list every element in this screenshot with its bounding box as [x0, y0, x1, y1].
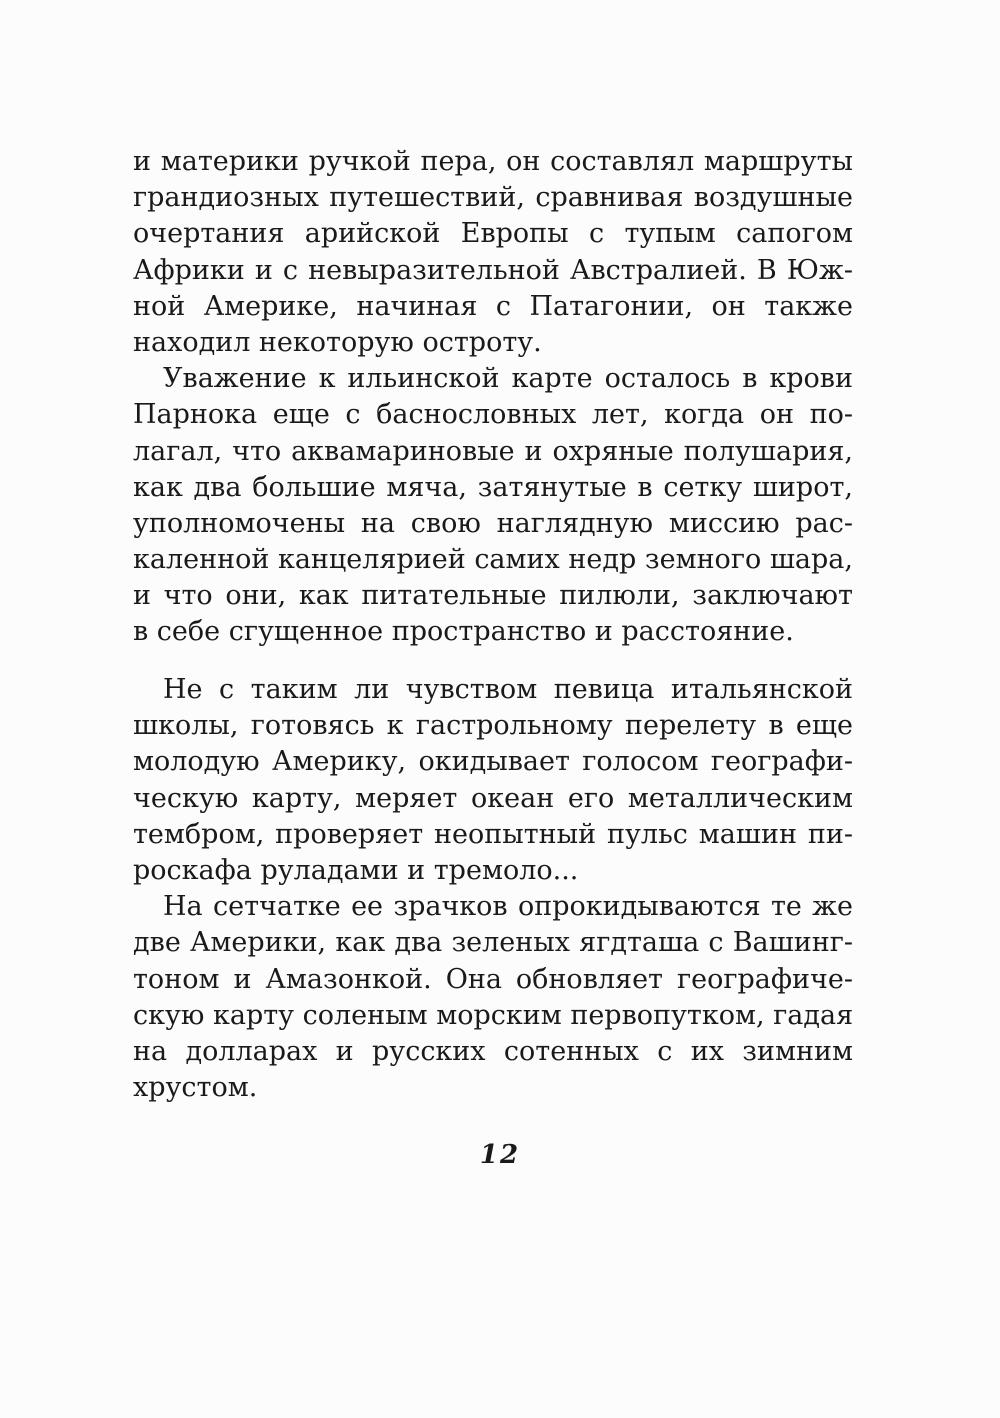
text-line: грандиозных путешествий, сравнивая воздушные: [133, 182, 853, 214]
text-line: находил некоторую остроту.: [133, 326, 542, 358]
text-line: Уважение к ильинской карте осталось в крови: [163, 363, 853, 395]
text-line: очертания арийской Европы с тупым сапогом: [133, 218, 853, 250]
text-line: скую карту соленым морским первопутком, гадая: [133, 999, 854, 1031]
text-line: как два большие мяча, затянутые в сетку широт,: [133, 471, 853, 503]
text-line: на долларах и русских сотенных с их зимним: [133, 1035, 853, 1067]
text-line: уполномочены на свою наглядную миссию рас-: [133, 507, 853, 539]
paragraph-4: [133, 889, 853, 1106]
page-number: 12: [479, 1140, 521, 1170]
text-line: ной Америке, начиная с Патагонии, он также: [133, 290, 853, 322]
text-line: молодую Америку, окидывает голосом географи-: [133, 746, 853, 778]
text-line: хрустом.: [133, 1072, 258, 1104]
text-line: Парнока еще с баснословных лет, когда он по-: [133, 399, 853, 431]
text-line: роскафа руладами и тремоло...: [133, 854, 579, 886]
text-line: ческую карту, меряет океан его металлическим: [133, 782, 853, 814]
text-line: и материки ручкой пера, он составлял маршруты: [133, 146, 853, 177]
text-line: две Америки, как два зеленых ягдташа с Вашинг-: [133, 927, 853, 959]
paragraph-1: [133, 144, 853, 361]
text-section-2: [133, 672, 853, 1106]
text-line: школы, готовясь к гастрольному перелету в еще: [133, 710, 853, 742]
text-line: каленной канцелярией самих недр земного шара,: [133, 544, 853, 576]
paragraph-2: [133, 361, 853, 651]
text-section-1: [133, 144, 853, 651]
text-line: и что они, как питательные пилюли, заключают: [133, 580, 853, 612]
text-line: тоном и Амазонкой. Она обновляет географиче-: [133, 963, 853, 995]
text-line: Не с таким ли чувством певица итальянской: [163, 674, 853, 705]
text-line: тембром, проверяет неопытный пульс машин пи-: [133, 818, 853, 850]
paragraph-3: [133, 672, 853, 889]
text-line: На сетчатке ее зрачков опрокидываются те же: [163, 891, 853, 923]
text-line: лагал, что аквамариновые и охряные полушария,: [133, 435, 853, 467]
text-line: в себе сгущенное пространство и расстояние.: [133, 616, 794, 648]
text-line: Африки и с невыразительной Австралией. В Юж-: [133, 254, 853, 286]
